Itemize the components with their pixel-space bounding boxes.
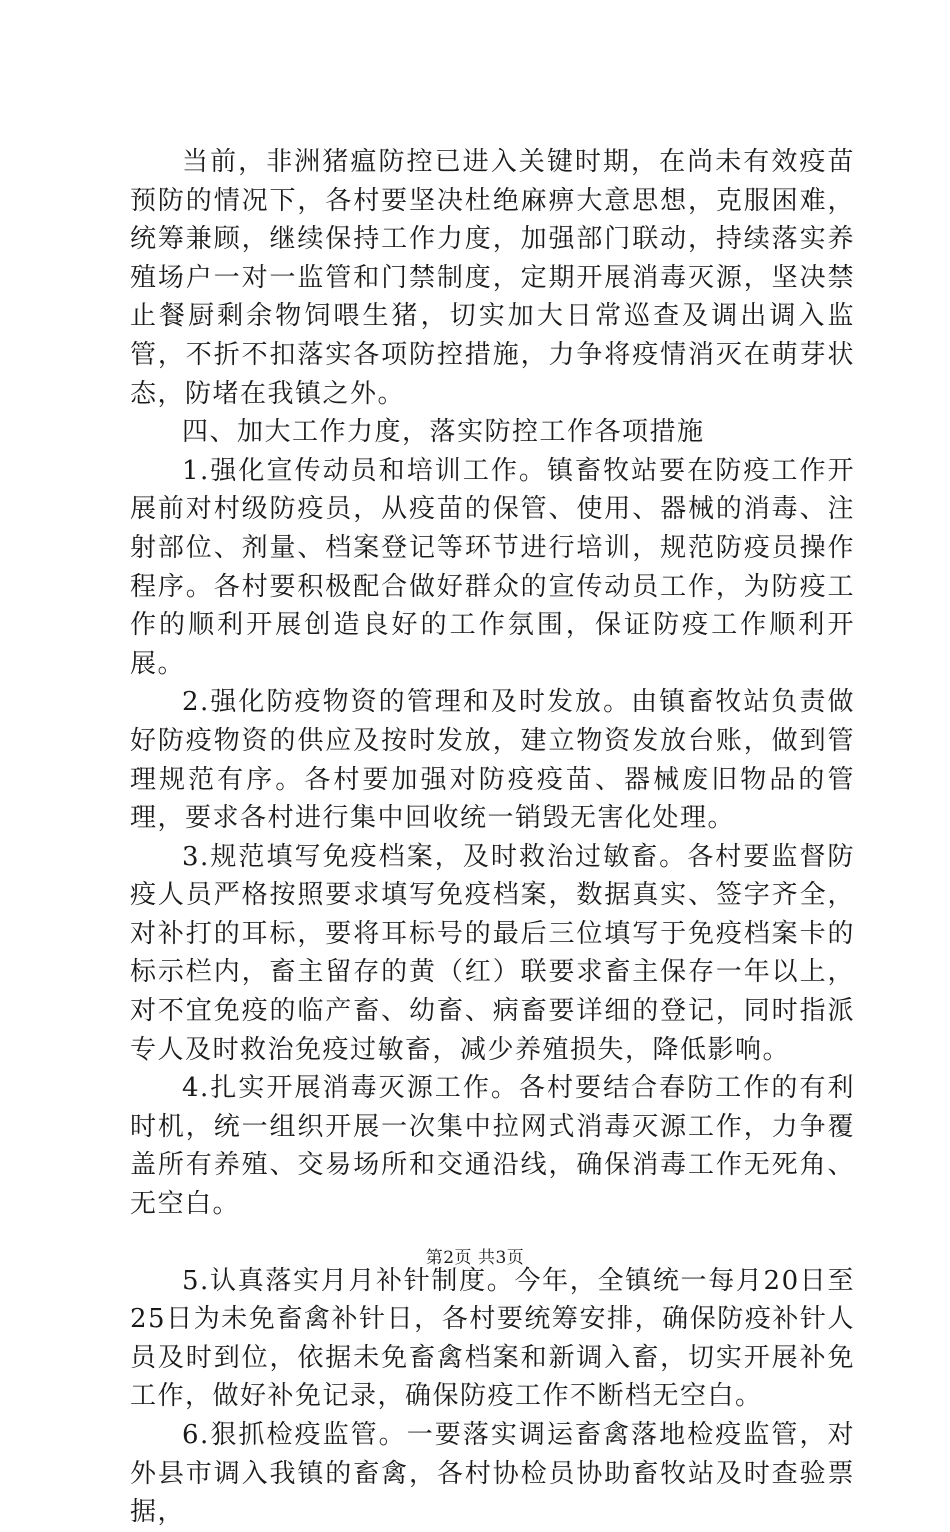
paragraph-item-1: 1.强化宣传动员和培训工作。镇畜牧站要在防疫工作开展前对村级防疫员，从疫苗的保管、使用、器械的消毒、注射部位、剂量、档案登记等环节进行培训，规范防疫员操作程序。各村要积极配合做好群众的宣传动员工作，为防疫工作的顺利开展创造良好的工作氛围，保证防疫工作顺利开展。 xyxy=(130,455,855,679)
document-body xyxy=(130,143,855,1532)
page-footer: 第2页 共3页 xyxy=(425,1248,525,1268)
paragraph-item-3: 3.规范填写免疫档案，及时救治过敏畜。各村要监督防疫人员严格按照要求填写免疫档案，数据真实、签字齐全，对补打的耳标，要将耳标号的最后三位填写于免疫档案卡的标示栏内，畜主留存的黄（红）联要求畜主保存一年以上，对不宜免疫的临产畜、幼畜、病畜要详细的登记，同时指派专人及时救治免疫过敏畜，减少养殖损失，降低影响。 xyxy=(130,841,855,1065)
paragraph-intro: 当前，非洲猪瘟防控已进入关键时期，在尚未有效疫苗预防的情况下，各村要坚决杜绝麻痹大意思想，克服困难，统筹兼顾，继续保持工作力度，加强部门联动，持续落实养殖场户一对一监管和门禁制度，定期开展消毒灭源，坚决禁止餐厨剩余物饲喂生猪，切实加大日常巡查及调出调入监管，不折不扣落实各项防控措施，力争将疫情消灭在萌芽状态，防堵在我镇之外。 xyxy=(130,147,855,409)
section-heading: 四、加大工作力度，落实防控工作各项措施 xyxy=(182,417,705,448)
paragraph-item-6: 6.狠抓检疫监管。一要落实调运畜禽落地检疫监管，对外县市调入我镇的畜禽，各村协检员协助畜牧站及时查验票据， xyxy=(130,1420,855,1528)
paragraph-item-5: 5.认真落实月月补针制度。今年，全镇统一每月20日至25日为未免畜禽补针日，各村要统筹安排，确保防疫补针人员及时到位，依据未免畜禽档案和新调入畜，切实开展补免工作，做好补免记录，确保防疫工作不断档无空白。 xyxy=(130,1265,855,1412)
paragraph-item-4: 4.扎实开展消毒灭源工作。各村要结合春防工作的有利时机，统一组织开展一次集中拉网式消毒灭源工作，力争覆盖所有养殖、交易场所和交通沿线，确保消毒工作无死角、无空白。 xyxy=(130,1073,855,1220)
paragraph-item-2: 2.强化防疫物资的管理和及时发放。由镇畜牧站负责做好防疫物资的供应及按时发放，建立物资发放台账，做到管理规范有序。各村要加强对防疫疫苗、器械废旧物品的管理，要求各村进行集中回收统一销毁无害化处理。 xyxy=(130,687,855,834)
